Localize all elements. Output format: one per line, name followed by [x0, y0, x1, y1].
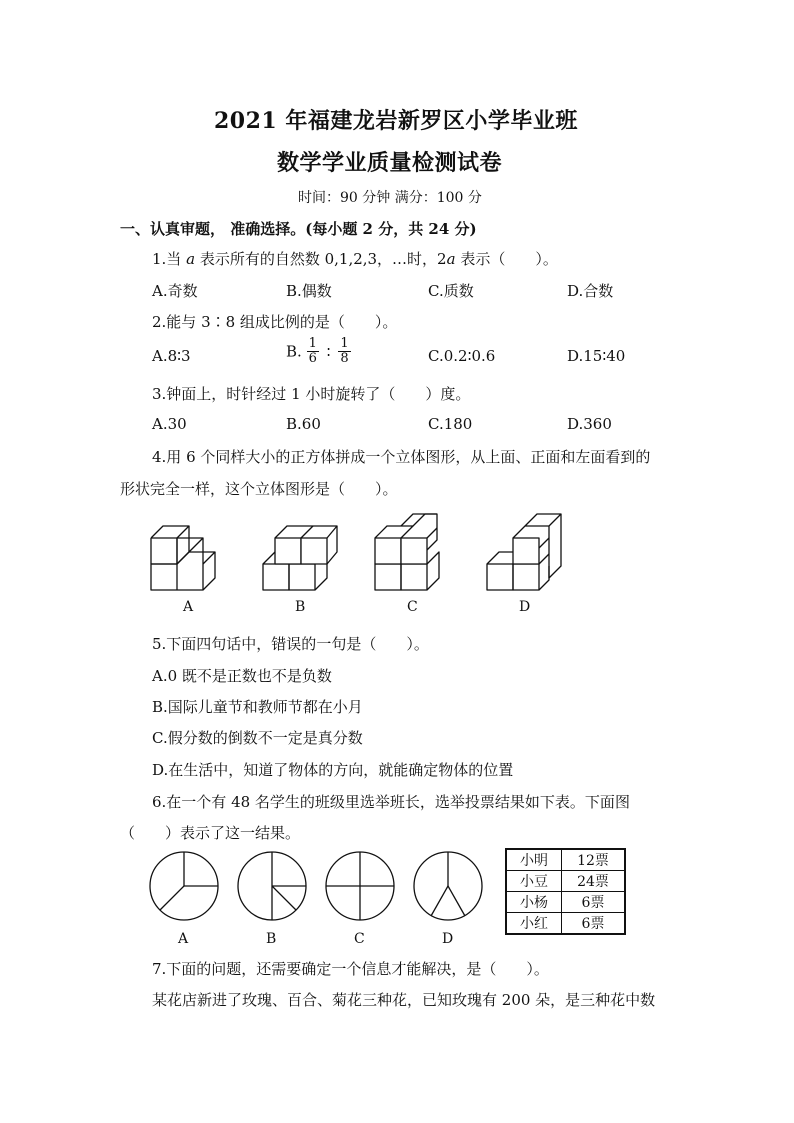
question-6-line1: 6.在一个有 48 名学生的班级里选举班长，选举投票结果如下表。下面图 — [152, 793, 630, 811]
q2-option-a: A.8∶3 — [152, 347, 191, 365]
fraction-one-sixth: $\frac{1}{6}$ — [308, 336, 317, 366]
q6-label-d: D — [442, 931, 454, 947]
q6-label-c: C — [354, 931, 365, 947]
q5-option-b: B.国际儿童节和教师节都在小月 — [152, 698, 363, 716]
candidate-name: 小杨 — [506, 892, 562, 913]
cube-figure-a — [151, 526, 215, 590]
table-row — [506, 892, 625, 913]
q5-option-d: D.在生活中，知道了物体的方向，就能确定物体的位置 — [152, 761, 514, 779]
exam-title-line1: 2021 年福建龙岩新罗区小学毕业班 — [214, 108, 578, 134]
q1-option-d: D.合数 — [567, 282, 614, 300]
section-heading: 一、认真审题， 准确选择。(每小题 2 分，共 24 分) — [120, 220, 477, 238]
q1-option-a: A.奇数 — [152, 282, 198, 300]
q4-label-c: C — [407, 599, 418, 615]
question-7: 7.下面的问题，还需要确定一个信息才能解决，是（ ）。 — [152, 960, 549, 978]
q1-option-c: C.质数 — [428, 282, 474, 300]
q3-option-d: D.360 — [567, 415, 612, 433]
candidate-name: 小明 — [506, 849, 562, 871]
table-row — [506, 849, 625, 871]
question-2: 2.能与 3∶8 组成比例的是（ ）。 — [152, 313, 398, 331]
q1-var2: a — [446, 250, 456, 268]
candidate-name: 小豆 — [506, 871, 562, 892]
q6-label-b: B — [266, 931, 277, 947]
q1-text-c: 表示（ ）。 — [455, 250, 558, 268]
q1-text-b: 表示所有的自然数 0,1,2,3，…时，2 — [195, 250, 447, 268]
pie-figure-a — [150, 852, 218, 920]
question-4-line2: 形状完全一样，这个立体图形是（ ）。 — [120, 480, 398, 498]
q3-option-b: B.60 — [286, 415, 321, 433]
q4-label-a: A — [183, 599, 194, 615]
q1-option-b: B.偶数 — [286, 282, 332, 300]
q3-option-c: C.180 — [428, 415, 473, 433]
question-7-context: 某花店新进了玫瑰、百合、菊花三种花，已知玫瑰有 200 朵，是三种花中数 — [152, 991, 656, 1009]
q2-option-b — [286, 337, 351, 366]
question-1 — [152, 248, 558, 269]
exam-title-line2: 数学学业质量检测试卷 — [277, 150, 503, 176]
fraction-one-eighth: $\frac{1}{8}$ — [340, 336, 349, 366]
q2-option-c: C.0.2∶0.6 — [428, 347, 496, 365]
cube-figure-d — [487, 514, 561, 590]
vote-result-table — [505, 848, 626, 935]
question-3: 3.钟面上，时针经过 1 小时旋转了（ ）度。 — [152, 385, 471, 403]
pie-figures — [0, 848, 794, 938]
candidate-votes: 12票 — [562, 849, 626, 871]
cube-figure-b — [263, 526, 337, 590]
q2-option-b-prefix: B. — [286, 342, 302, 361]
exam-time-info: 时间：90 分钟 满分：100 分 — [298, 190, 482, 206]
question-5: 5.下面四句话中，错误的一句是（ ）。 — [152, 635, 429, 653]
q4-label-d: D — [519, 599, 531, 615]
q1-text-a: 1.当 — [152, 250, 187, 268]
q5-option-c: C.假分数的倒数不一定是真分数 — [152, 729, 363, 747]
q6-label-a: A — [178, 931, 189, 947]
q4-label-b: B — [295, 599, 306, 615]
table-row — [506, 871, 625, 892]
pie-figure-b — [238, 852, 306, 920]
candidate-votes: 6票 — [562, 913, 626, 935]
candidate-votes: 24票 — [562, 871, 626, 892]
q2-option-d: D.15∶40 — [567, 347, 626, 365]
question-6-line2: （ ）表示了这一结果。 — [120, 824, 301, 842]
pie-figure-c — [326, 852, 394, 920]
q3-option-a: A.30 — [152, 415, 187, 433]
pie-figure-d — [414, 852, 482, 920]
candidate-name: 小红 — [506, 913, 562, 935]
ratio-colon: ∶ — [326, 342, 331, 361]
question-4-line1: 4.用 6 个同样大小的正方体拼成一个立体图形，从上面、正面和左面看到的 — [152, 448, 651, 466]
q1-var: a — [186, 250, 196, 268]
cube-figure-c — [375, 514, 439, 590]
q5-option-a: A.0 既不是正数也不是负数 — [152, 667, 332, 685]
cube-figures — [0, 508, 794, 608]
candidate-votes: 6票 — [562, 892, 626, 913]
table-row — [506, 913, 625, 935]
